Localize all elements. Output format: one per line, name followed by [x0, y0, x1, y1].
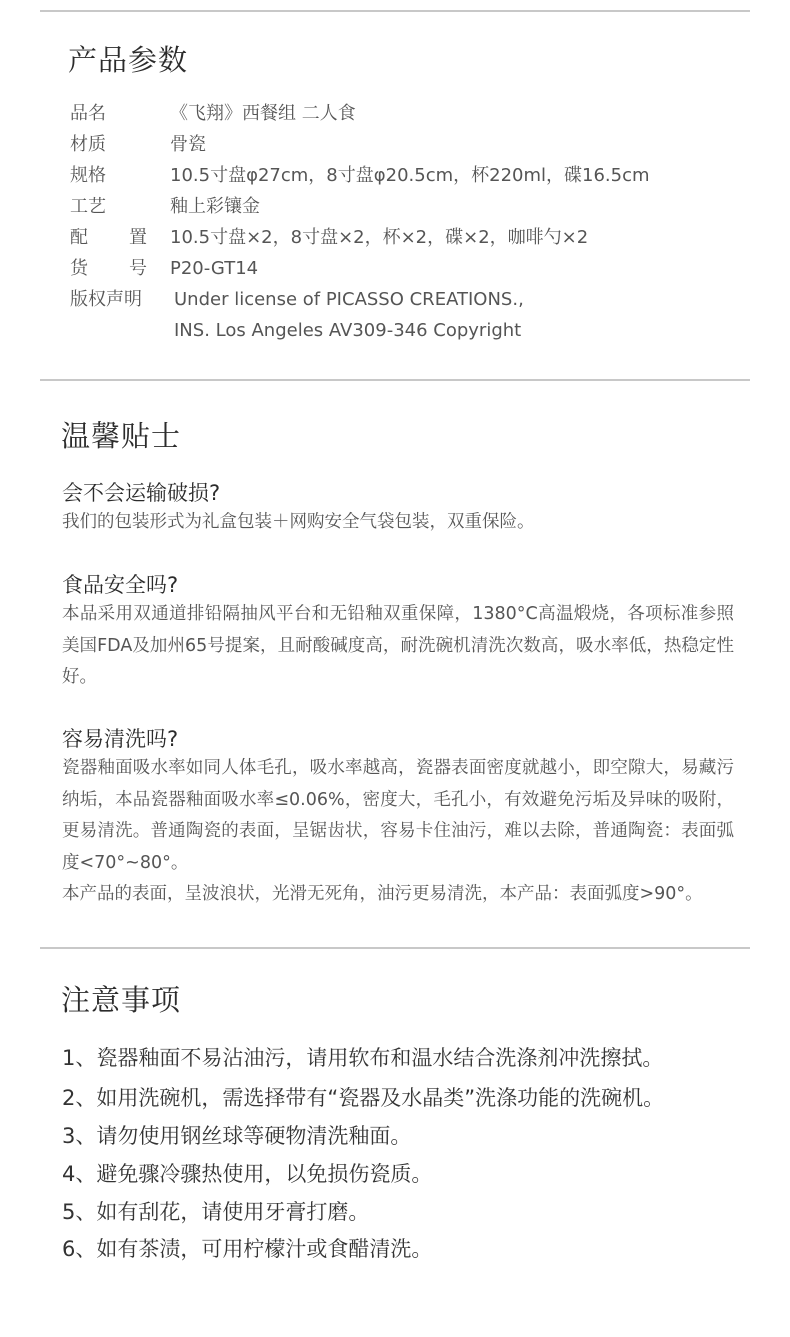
tip-answer	[62, 507, 734, 539]
top-divider	[40, 10, 750, 12]
tip-answer-paragraph: 本产品的表面，呈波浪状，光滑无死角，油污更易清洗，本产品：表面弧度>90°。	[62, 884, 703, 904]
param-label: 版权声明	[70, 289, 142, 310]
section-divider	[40, 947, 750, 949]
param-label: 规格	[70, 165, 106, 186]
tip-question: 容易清洗吗?	[62, 727, 179, 751]
tip-answer	[62, 753, 734, 911]
note-item: 3、请勿使用钢丝球等硬物清洗釉面。	[62, 1124, 412, 1148]
tips-title: 温馨贴士	[61, 419, 182, 453]
tip-answer-paragraph: 瓷器釉面吸水率如同人体毛孔，吸水率越高，瓷器表面密度就越小，即空隙大，易藏污纳垢，本品瓷器釉面吸水率≤0.06%，密度大，毛孔小，有效避免污垢及异味的吸附，更易清洗。普通陶瓷的表面，呈锯齿状，容易卡住油污，难以去除，普通陶瓷：表面弧度<70°~80°。	[62, 758, 734, 873]
param-value: 釉上彩镶金	[170, 196, 260, 217]
note-item: 2、如用洗碗机，需选择带有“瓷器及水晶类”洗涤功能的洗碗机。	[62, 1086, 665, 1110]
param-label	[70, 256, 147, 282]
param-label: 工艺	[70, 196, 106, 217]
note-item: 6、如有茶渍，可用柠檬汁或食醋清洗。	[62, 1237, 433, 1261]
param-value: Under license of PICASSO CREATIONS.,	[174, 289, 524, 310]
notes-title: 注意事项	[61, 983, 182, 1017]
param-value: 骨瓷	[170, 134, 206, 155]
param-value: 10.5寸盘×2，8寸盘×2，杯×2，碟×2，咖啡勺×2	[170, 227, 589, 248]
param-label-part: 货	[70, 258, 88, 279]
param-value: 10.5寸盘φ27cm，8寸盘φ20.5cm，杯220ml，碟16.5cm	[170, 165, 650, 186]
param-label-part: 配	[70, 227, 88, 248]
param-value: P20-GT14	[170, 258, 259, 279]
tip-question: 会不会运输破损?	[62, 481, 221, 505]
param-label	[70, 225, 147, 251]
param-label-part: 号	[129, 258, 147, 279]
section-divider	[40, 379, 750, 381]
param-label: 品名	[70, 103, 106, 124]
note-item: 5、如有刮花，请使用牙膏打磨。	[62, 1200, 370, 1224]
tip-answer-paragraph: 本品采用双通道排铅隔抽风平台和无铅釉双重保障，1380°C高温煅烧，各项标准参照美国FDA及加州65号提案，且耐酸碱度高，耐洗碗机清洗次数高，吸水率低，热稳定性好。	[62, 604, 734, 687]
tip-question: 食品安全吗?	[62, 573, 179, 597]
param-value: INS. Los Angeles AV309-346 Copyright	[174, 320, 522, 341]
param-value: 《飞翔》西餐组 二人食	[170, 103, 356, 124]
param-label-part: 置	[129, 227, 147, 248]
tip-answer-paragraph: 我们的包装形式为礼盒包装＋网购安全气袋包装，双重保险。	[62, 512, 535, 532]
note-item: 1、瓷器釉面不易沾油污，请用软布和温水结合洗涤剂冲洗擦拭。	[62, 1046, 664, 1070]
tip-answer	[62, 599, 734, 694]
param-label: 材质	[70, 134, 106, 155]
note-item: 4、避免骤冷骤热使用，以免损伤瓷质。	[62, 1162, 433, 1186]
params-title: 产品参数	[68, 43, 189, 77]
